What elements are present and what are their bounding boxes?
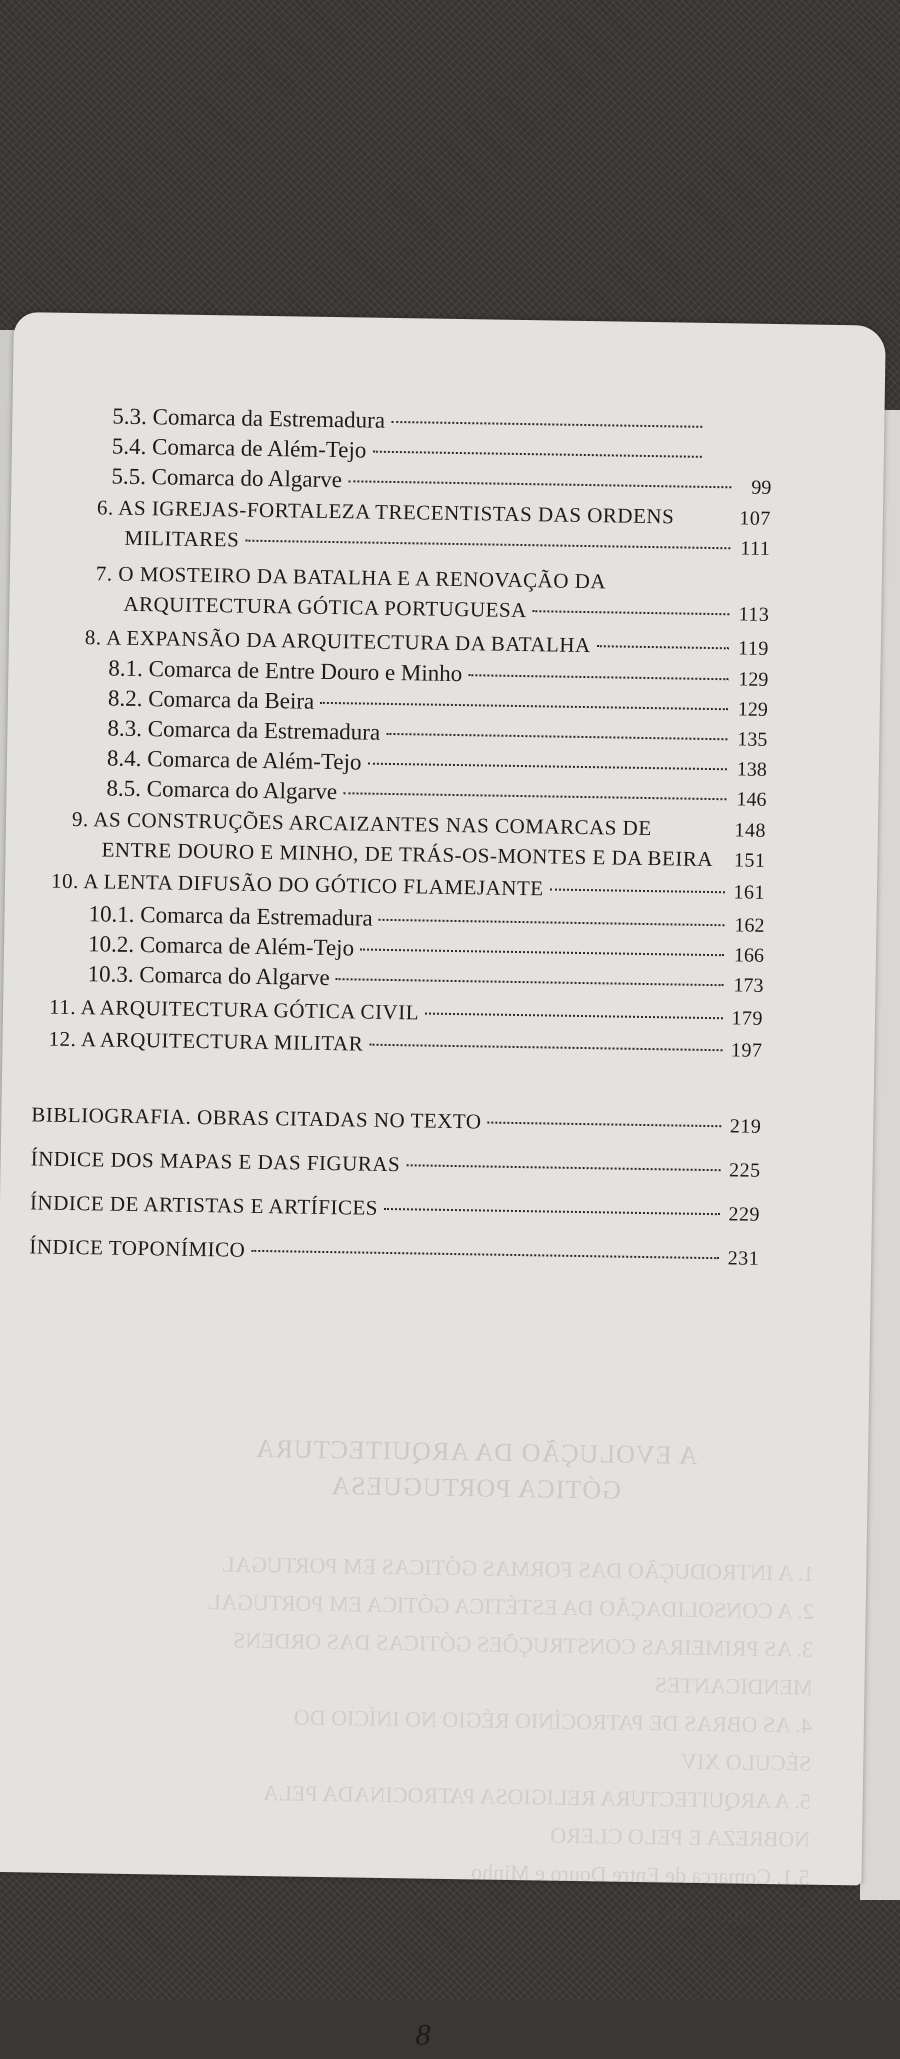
toc-entry-label: 5.5. Comarca do Algarve xyxy=(111,464,342,494)
toc-entry-page: 129 xyxy=(734,698,768,722)
dot-leader xyxy=(320,702,728,710)
dot-leader xyxy=(343,792,726,800)
toc-entry-page: 99 xyxy=(737,476,771,500)
dot-leader xyxy=(386,733,727,740)
toc-entry-label: 8.2. Comarca da Beira xyxy=(108,686,315,715)
toc-entry-label: 10.2. Comarca de Além-Tejo xyxy=(88,931,354,961)
toc-entry-page: 135 xyxy=(733,728,767,752)
toc-entry-page: 219 xyxy=(727,1115,761,1139)
table-of-contents xyxy=(13,402,813,415)
toc-entry-page: 173 xyxy=(729,974,763,998)
toc-entry-page: 225 xyxy=(726,1159,760,1183)
toc-entry-label: 10. A LENTA DIFUSÃO DO GÓTICO FLAMEJANTE xyxy=(51,869,544,902)
dot-leader xyxy=(372,451,701,458)
toc-entry-page: 161 xyxy=(731,881,765,905)
dot-leader xyxy=(487,1122,721,1128)
toc-entry-label: 7. O MOSTEIRO DA BATALHA E A RENOVAÇÃO DA xyxy=(96,561,607,594)
toc-entry-label: BIBLIOGRAFIA. OBRAS CITADAS NO TEXTO xyxy=(31,1102,481,1134)
toc-entry-label: 8.1. Comarca de Entre Douro e Minho xyxy=(108,656,462,688)
page-number: 8 xyxy=(0,2012,859,2059)
dot-leader xyxy=(425,1013,723,1020)
book-page xyxy=(0,312,886,1886)
dot-leader xyxy=(384,1208,720,1215)
dot-leader xyxy=(391,421,702,428)
toc-entry-label: MILITARES xyxy=(124,526,239,553)
toc-entry-page: 151 xyxy=(731,849,765,873)
toc-entry-page xyxy=(736,590,770,591)
toc-entry-label: ARQUITECTURA GÓTICA PORTUGUESA xyxy=(123,592,527,623)
toc-entry-page: 148 xyxy=(732,819,766,843)
toc-entry xyxy=(30,1190,760,1231)
dot-leader xyxy=(251,1250,719,1259)
toc-entry-page xyxy=(708,433,742,434)
toc-entry-page xyxy=(708,463,742,464)
toc-entry-page: 107 xyxy=(737,507,771,531)
toc-entry-page: 119 xyxy=(735,637,769,661)
toc-entry-page: 138 xyxy=(733,758,767,782)
toc-entry-label: 12. A ARQUITECTURA MILITAR xyxy=(48,1027,363,1057)
toc-entry xyxy=(30,1146,760,1187)
toc-entry xyxy=(31,1102,761,1143)
dot-leader xyxy=(367,763,726,771)
dot-leader xyxy=(468,674,728,680)
toc-entry-label: 8.5. Comarca do Algarve xyxy=(106,776,337,806)
toc-entry-page: 111 xyxy=(736,537,770,561)
toc-entry-label: 11. A ARQUITECTURA GÓTICA CIVIL xyxy=(49,995,419,1026)
toc-entry-label: 5.4. Comarca de Além-Tejo xyxy=(112,434,367,464)
toc-entry-page: 166 xyxy=(730,944,764,968)
toc-entry-label: 6. AS IGREJAS-FORTALEZA TRECENTISTAS DAS ORDENS xyxy=(97,495,675,529)
dot-leader xyxy=(550,888,725,893)
toc-entry-page: 113 xyxy=(735,603,769,627)
toc-entry-page: 179 xyxy=(729,1007,763,1031)
toc-entry-label: ÍNDICE DE ARTISTAS E ARTÍFICES xyxy=(30,1190,378,1220)
toc-entry-label: 9. AS CONSTRUÇÕES ARCAIZANTES NAS COMARCAS DE xyxy=(72,807,652,841)
toc-entry-page: 197 xyxy=(728,1039,762,1063)
dot-leader xyxy=(406,1164,720,1171)
toc-entry-label: ÍNDICE DOS MAPAS E DAS FIGURAS xyxy=(31,1146,401,1177)
toc-entry-label: 10.3. Comarca do Algarve xyxy=(87,961,329,991)
toc-entry-label: ÍNDICE TOPONÍMICO xyxy=(29,1234,245,1262)
show-through-heading: A EVOLUÇÃO DA ARQUITECTURA GÓTICA PORTUGUESA xyxy=(175,1430,776,1511)
dot-leader xyxy=(658,830,726,831)
toc-entry-page: 231 xyxy=(725,1247,759,1271)
toc-entry-page: 146 xyxy=(732,788,766,812)
toc-entry xyxy=(29,1234,759,1275)
dot-leader xyxy=(360,949,724,957)
dot-leader xyxy=(680,518,731,519)
toc-entry-label: 8.3. Comarca da Estremadura xyxy=(107,716,380,746)
toc-entry-page: 162 xyxy=(730,914,764,938)
dot-leader xyxy=(379,919,725,926)
toc-entry-label: 8.4. Comarca de Além-Tejo xyxy=(107,746,362,776)
toc-entry-page: 129 xyxy=(734,668,768,692)
dot-leader xyxy=(336,978,724,986)
dot-leader xyxy=(612,583,730,585)
toc-entry-label: 8. A EXPANSÃO DA ARQUITECTURA DA BATALHA xyxy=(85,625,591,658)
toc-entry-label: ENTRE DOURO E MINHO, DE TRÁS-OS-MONTES E DA BEIRA xyxy=(101,837,713,872)
toc-entry-page: 229 xyxy=(726,1203,760,1227)
dot-leader xyxy=(348,480,731,488)
dot-leader xyxy=(533,610,730,615)
toc-entry-label: 5.3. Comarca da Estremadura xyxy=(112,404,385,434)
show-through-text: 1. A INTRODUÇÃO DAS FORMAS GÓTICAS EM PORTUGAL 2. A CONSOLIDAÇÃO DA ESTÉTICA GÓTICA EM PORTUGAL 3. AS PRIMEIRAS CONSTRUÇÕES GÓTICAS DAS ORDENS MENDICANTES 4. AS OBRAS DE PATROCÍNIO RÉGIO NO INÍCIO DO SÉCULO XIV 5. A ARQUITECTURA RELIGIOSA PATROCINADA PELA NOBREZA E PELO CLERO 5.1. Comarca de Entre Douro e Minho 5.2. Comarca da Beira xyxy=(49,1543,815,1935)
dot-leader xyxy=(597,645,729,649)
toc-entry-label: 10.1. Comarca da Estremadura xyxy=(88,901,373,931)
dot-leader xyxy=(245,540,730,550)
dot-leader xyxy=(369,1044,722,1052)
